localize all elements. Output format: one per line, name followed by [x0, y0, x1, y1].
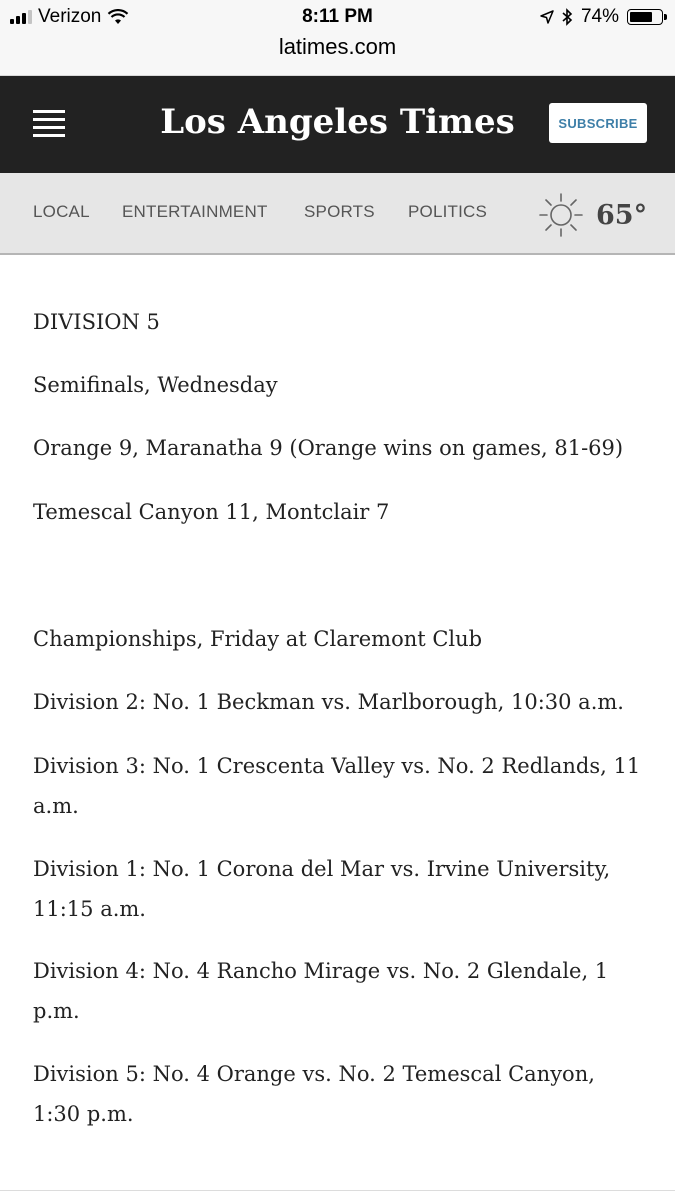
nav-item-politics[interactable]: POLITICS [408, 202, 488, 221]
nav-item-sports[interactable]: SPORTS [304, 202, 375, 221]
nav-item-entertainment[interactable]: ENTERTAINMENT [122, 202, 268, 221]
nav-item-local[interactable]: LOCAL [33, 202, 90, 221]
battery-fill [630, 12, 652, 22]
carrier-name: Verizon [38, 6, 102, 27]
article-paragraph: Semifinals, Wednesday [33, 373, 278, 397]
article-paragraph: Division 3: No. 1 Crescenta Valley vs. No. 2 Redlands, 11 a.m. [33, 754, 641, 818]
site-header [0, 76, 675, 173]
section-nav [0, 173, 675, 255]
article-paragraph: DIVISION 5 [33, 310, 160, 334]
article-paragraph: Championships, Friday at Claremont Club [33, 627, 483, 651]
clock: 8:11 PM [302, 6, 373, 27]
article-paragraph: Division 4: No. 4 Rancho Mirage vs. No. 2 Glendale, 1 p.m. [33, 959, 609, 1023]
site-logo[interactable]: Los Angeles Times [160, 102, 515, 142]
subscribe-button[interactable]: SUBSCRIBE [549, 103, 647, 143]
article-paragraph: Division 1: No. 1 Corona del Mar vs. Irvine University, 11:15 a.m. [33, 857, 611, 921]
battery-icon [627, 9, 663, 25]
temperature: 65° [596, 199, 648, 231]
status-bar [0, 0, 675, 76]
article-paragraph: Temescal Canyon 11, Montclair 7 [33, 500, 390, 524]
article-paragraph: Orange 9, Maranatha 9 (Orange wins on games, 81-69) [33, 436, 624, 460]
location-arrow-icon [540, 10, 554, 24]
article-paragraph: Division 5: No. 4 Orange vs. No. 2 Temescal Canyon, 1:30 p.m. [33, 1062, 595, 1126]
divider [0, 1190, 675, 1191]
address-bar-url[interactable]: latimes.com [278, 34, 397, 59]
status-right [540, 6, 663, 28]
sun-icon [538, 192, 584, 238]
article-paragraph: Division 2: No. 1 Beckman vs. Marlborough, 10:30 a.m. [33, 690, 624, 714]
bluetooth-icon [562, 8, 573, 26]
weather-widget[interactable] [538, 192, 647, 238]
battery-percent: 74% [580, 6, 619, 27]
